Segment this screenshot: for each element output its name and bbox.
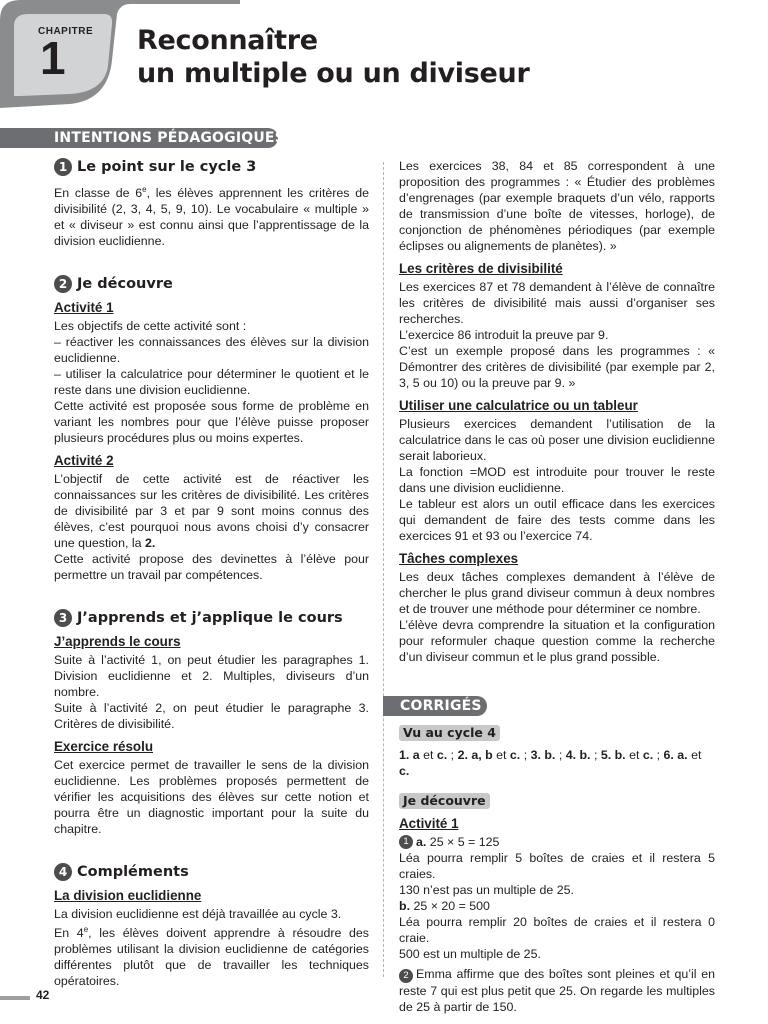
paragraph: Léa pourra remplir 5 boîtes de craies et il restera 5 craies. (399, 851, 715, 881)
paragraph: Les deux tâches complexes demandent à l’élève de chercher le plus grand diviseur commun à deux nombres et de trouver une méthode pour déterminer ce nombre. (399, 570, 715, 616)
paragraph: Cette activité propose des devinettes à l’élève pour permettre un travail par compétences. (54, 552, 369, 583)
paragraph: Plusieurs exercices demandent l’utilisation de la calculatrice dans le cas où poser une division euclidienne serait laborieux. (399, 417, 715, 463)
paragraph: L’exercice 86 introduit la preuve par 9. (399, 328, 609, 342)
answer-item: 1. a et c. ; (399, 748, 458, 762)
paragraph: – utiliser la calculatrice pour déterminer le quotient et le reste dans une division euclidienne. (54, 367, 369, 398)
intentions-heading: INTENTIONS PÉDAGOGIQUES (54, 130, 285, 146)
answer-item: 5. b. et c. ; (600, 748, 664, 762)
subheading-calculatrice: Utiliser une calculatrice ou un tableur (399, 398, 638, 413)
subheading-criteres: Les critères de divisibilité (399, 261, 563, 276)
paragraph: Les exercices 38, 84 et 85 correspondent à une proposition des programmes : « Étudier des problèmes d’engrenages (par exemple braquets d’un vélo, rapports de transmission d’une boîte de vitesses, horloge), de conjonction de phénomènes périodiques (par exemple éclipses ou alignements de planètes). » (399, 159, 715, 253)
answer-line: 1 a. 25 × 5 = 125 (399, 834, 715, 850)
paragraph: Suite à l’activité 2, on peut étudier le paragraphe 3. Critères de divisibilité. (54, 701, 369, 732)
chapter-label: CHAPITRE (38, 26, 94, 37)
paragraph: 500 est un multiple de 25. (399, 947, 541, 961)
subheading-taches: Tâches complexes (399, 551, 519, 566)
page-number: 42 (36, 988, 50, 1002)
paragraph: La division euclidienne est déjà travaillée au cycle 3. (54, 907, 342, 922)
pill-je-decouvre: Je découvre (399, 793, 490, 809)
paragraph: En classe de 6e, les élèves apprennent les critères de divisibilité (2, 3, 4, 5, 9, 10). Le vocabulaire « multiple » et « diviseur » est connu ainsi que l’apprentissage de la division euclidienne. (54, 185, 369, 249)
subheading-activite-2: Activité 2 (54, 453, 114, 469)
paragraph: 2 Emma affirme que des boîtes sont pleines et qu’il en reste 7 qui est plus petit que 25. On regarde les multiples de 25 à partir de 150. (399, 967, 715, 1014)
section-number-badge: 2 (54, 275, 72, 293)
answer-line: b. 25 × 20 = 500 (399, 899, 490, 913)
section-title: Je découvre (77, 276, 173, 293)
vu-answers (399, 747, 715, 779)
section-heading-2 (54, 275, 369, 293)
title-line-2: un multiple ou un diviseur (137, 58, 530, 89)
section-title: J’apprends et j’applique le cours (77, 610, 343, 627)
subheading-exercice-resolu: Exercice résolu (54, 739, 154, 755)
paragraph: Cet exercice permet de travailler le sens de la division euclidienne. Les problèmes proposés permettent de vérifier les acquisitions des élèves sur cette notion et pourra être un diagnostic important pour la suite du chapitre. (54, 758, 369, 837)
pill-vu-au-cycle-4: Vu au cycle 4 (399, 725, 500, 741)
right-column (399, 158, 715, 1015)
footer-bar (0, 996, 30, 1000)
question-number-badge: 1 (399, 835, 413, 849)
section-number-badge: 4 (54, 863, 72, 881)
paragraph: L’élève devra comprendre la situation et la configuration pour reformuler chaque question comme la recherche d’un diviseur commun et le plus grand possible. (399, 618, 715, 664)
page-title (137, 24, 529, 90)
paragraph: Cette activité est proposée sous forme de problème en variant les nombres pour que l’élève puisse proposer plusieurs procédures plus ou moins expertes. (54, 399, 369, 446)
column-divider (383, 162, 384, 977)
paragraph: Les exercices 87 et 78 demandent à l’élève de connaître les critères de divisibilité mais aussi d’organiser ses recherches. (399, 280, 715, 326)
paragraph: C’est un exemple proposé dans les programmes : « Démontrer des critères de divisibilité (par exemple par 2, 3, 5 ou 10) ou la preuve par 9. » (399, 344, 715, 390)
subheading-activite-1: Activité 1 (54, 300, 114, 316)
paragraph: Suite à l’activité 1, on peut étudier les paragraphes 1. Division euclidienne et 2. Multiples, diviseurs d’un nombre. (54, 653, 369, 700)
paragraph: 130 n’est pas un multiple de 25. (399, 883, 574, 897)
answer-item: 3. b. ; (530, 748, 566, 762)
paragraph: – réactiver les connaissances des élèves sur la division euclidienne. (54, 335, 369, 366)
paragraph: Le tableur est alors un outil efficace dans les exercices qui demandent de faire des tests comme dans les exercices 91 et 93 ou l’exercice 74. (399, 497, 715, 543)
answer-item: 6. a. et c. (399, 748, 702, 778)
paragraph: La fonction =MOD est introduite pour trouver le reste dans une division euclidienne. (399, 465, 715, 495)
paragraph: L’objectif de cette activité est de réactiver les connaissances sur les critères de divisibilité. Les critères de divisibilité par 3 et par 9 sont moins connus des élèves, c’est pourquoi nous avons choisi d’y consacrer une question, la 2. (54, 472, 369, 551)
section-heading-4 (54, 863, 369, 881)
section-number-badge: 1 (54, 158, 72, 176)
section-heading-3 (54, 609, 369, 627)
section-title: Le point sur le cycle 3 (77, 159, 257, 175)
subheading-apprends: J’apprends le cours (54, 634, 181, 650)
answer-item: 4. b. ; (565, 748, 601, 762)
subheading-division: La division euclidienne (54, 888, 202, 904)
paragraph: En 4e, les élèves doivent apprendre à résoudre des problèmes utilisant la division euclidienne de catégories différentes plutôt que de travailler les techniques opératoires. (54, 925, 369, 989)
answer-item: 2. a, b et c. ; (457, 748, 531, 762)
section-title: Compléments (77, 864, 189, 881)
question-number-badge: 2 (399, 969, 413, 983)
left-column (54, 158, 369, 989)
paragraph: Les objectifs de cette activité sont : (54, 319, 247, 334)
section-heading-1 (54, 158, 369, 176)
section-number-badge: 3 (54, 609, 72, 627)
corriges-heading: CORRIGÉS (400, 698, 482, 714)
title-line-1: Reconnaître (137, 25, 318, 56)
subheading-activite-1-corrige: Activité 1 (399, 816, 459, 831)
chapter-number: 1 (40, 32, 66, 84)
paragraph: Léa pourra remplir 20 boîtes de craies et il restera 0 craie. (399, 915, 715, 945)
